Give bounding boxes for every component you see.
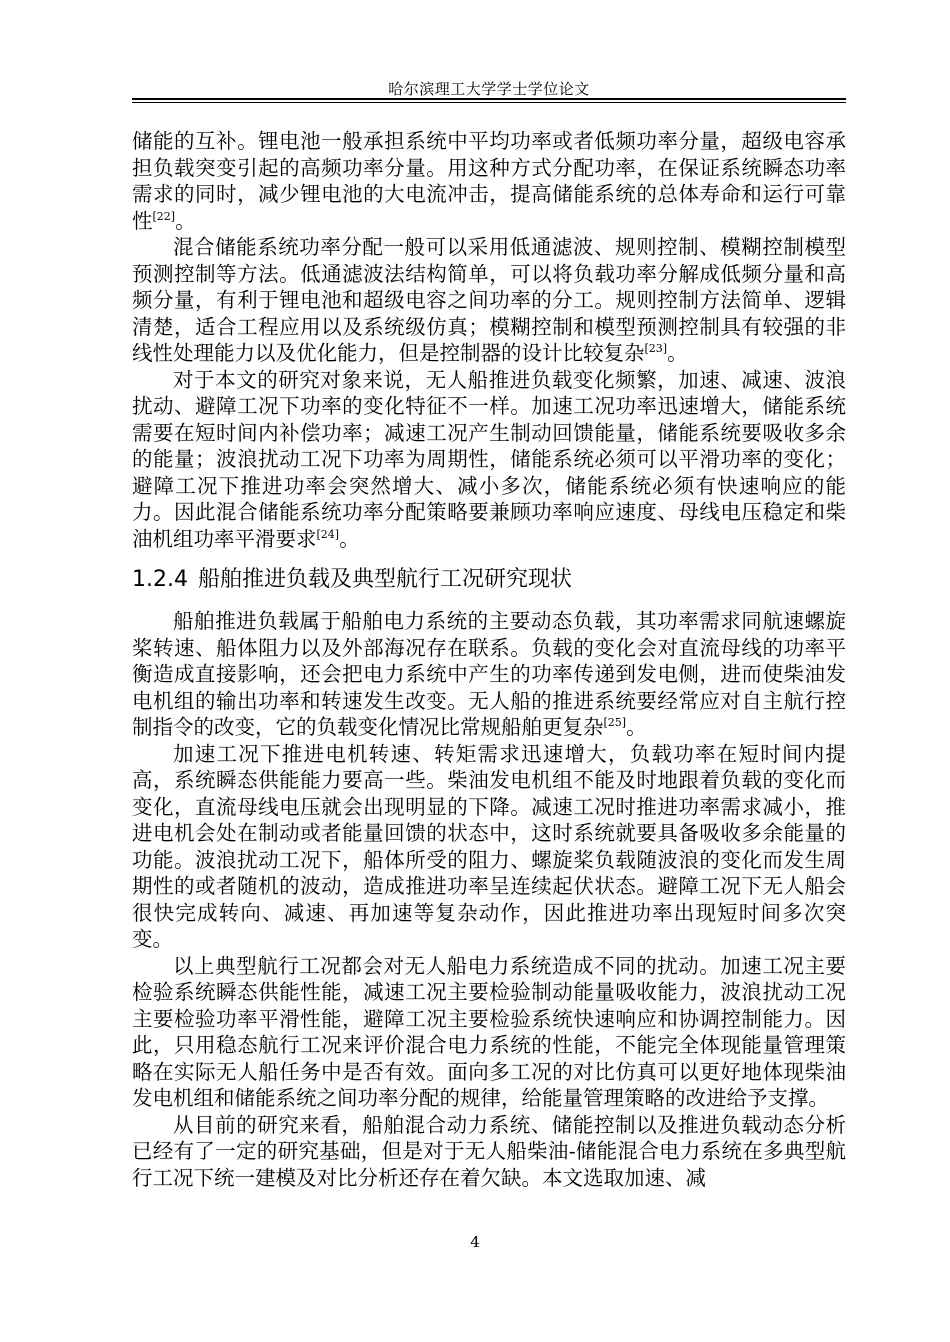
paragraph bbox=[132, 234, 846, 367]
paragraph-text: 混合储能系统功率分配一般可以采用低通滤波、规则控制、模糊控制模型预测控制等方法。低通滤波法结构简单，可以将负载功率分解成低频分量和高频分量，有利于锂电池和超级电容之间功率的分工。规则控制方法简单、逻辑清楚，适合工程应用以及系统级仿真；模糊控制和模型预测控制具有较强的非线性处理能力以及优化能力，但是控制器的设计比较复杂 bbox=[132, 235, 846, 365]
page-number: 4 bbox=[470, 1233, 480, 1251]
paragraph: 从目前的研究来看，船舶混合动力系统、储能控制以及推进负载动态分析已经有了一定的研究基础，但是对于无人船柴油-储能混合电力系统在多典型航行工况下统一建模及对比分析还存在着欠缺。本文选取加速、减 bbox=[132, 1112, 846, 1190]
header-rule-thick bbox=[132, 98, 846, 100]
paragraph: 加速工况下推进电机转速、转矩需求迅速增大，负载功率在短时间内提高，系统瞬态供能能力要高一些。柴油发电机组不能及时地跟着负载的变化而变化，直流母线电压就会出现明显的下降。减速工况时推进功率需求减小，推进电机会处在制动或者能量回馈的状态中，这时系统就要具备吸收多余能量的功能。波浪扰动工况下，船体所受的阻力、螺旋桨负载随波浪的变化而发生周期性的或者随机的波动，造成推进功率呈连续起伏状态。避障工况下无人船会很快完成转向、减速、再加速等复杂动作，因此推进功率出现短时间多次突变。 bbox=[132, 741, 846, 951]
paragraph-tail: 。 bbox=[626, 715, 647, 739]
paragraph-tail: 。 bbox=[667, 341, 688, 365]
paragraph-text: 储能的互补。锂电池一般承担系统中平均功率或者低频功率分量，超级电容承担负载突变引起的高频功率分量。用这种方式分配功率，在保证系统瞬态功率需求的同时，减少锂电池的大电流冲击，提高储能系统的总体寿命和运行可靠性 bbox=[132, 129, 846, 233]
paragraph bbox=[132, 128, 846, 234]
running-header: 哈尔滨理工大学学士学位论文 bbox=[388, 80, 590, 98]
section-number: 1.2.4 bbox=[132, 567, 188, 592]
citation: [25] bbox=[603, 716, 627, 730]
paragraph: 以上典型航行工况都会对无人船电力系统造成不同的扰动。加速工况主要检验系统瞬态供能性能，减速工况主要检验制动能量吸收能力，波浪扰动工况主要检验功率平滑性能，避障工况主要检验系统快速响应和协调控制能力。因此，只用稳态航行工况来评价混合电力系统的性能，不能完全体现能量管理策略在实际无人船任务中是否有效。面向多工况的对比仿真可以更好地体现柴油发电机组和储能系统之间功率分配的规律，给能量管理策略的改进给予支撑。 bbox=[132, 953, 846, 1110]
citation: [24] bbox=[316, 527, 340, 541]
header-rule-thin bbox=[132, 102, 846, 103]
paragraph-tail: 。 bbox=[175, 208, 196, 233]
section-title: 船舶推进负载及典型航行工况研究现状 bbox=[197, 567, 572, 592]
paragraph-text: 船舶推进负载属于船舶电力系统的主要动态负载，其功率需求同航速螺旋桨转速、船体阻力以及外部海况存在联系。负载的变化会对直流母线的功率平衡造成直接影响，还会把电力系统中产生的功率传递到发电侧，进而使柴油发电机组的输出功率和转速发生改变。无人船的推进系统要经常应对自主航行控制指令的改变，它的负载变化情况比常规船舶更复杂 bbox=[132, 609, 846, 739]
citation: [23] bbox=[644, 342, 668, 356]
paragraph-text: 对于本文的研究对象来说，无人船推进负载变化频繁，加速、减速、波浪扰动、避障工况下功率的变化特征不一样。加速工况功率迅速增大，储能系统需要在短时间内补偿功率；减速工况产生制动回馈能量，储能系统要吸收多余的能量；波浪扰动工况下功率为周期性，储能系统必须可以平滑功率的变化；避障工况下推进功率会突然增大、减小多次，储能系统必须有快速响应的能力。因此混合储能系统功率分配策略要兼顾功率响应速度、母线电压稳定和柴油机组功率平滑要求 bbox=[132, 367, 846, 551]
section-heading bbox=[132, 565, 846, 595]
body-text bbox=[132, 128, 846, 1191]
citation: [22] bbox=[152, 209, 176, 223]
paragraph bbox=[132, 367, 846, 553]
paragraph-tail: 。 bbox=[339, 526, 360, 551]
paragraph bbox=[132, 608, 846, 741]
